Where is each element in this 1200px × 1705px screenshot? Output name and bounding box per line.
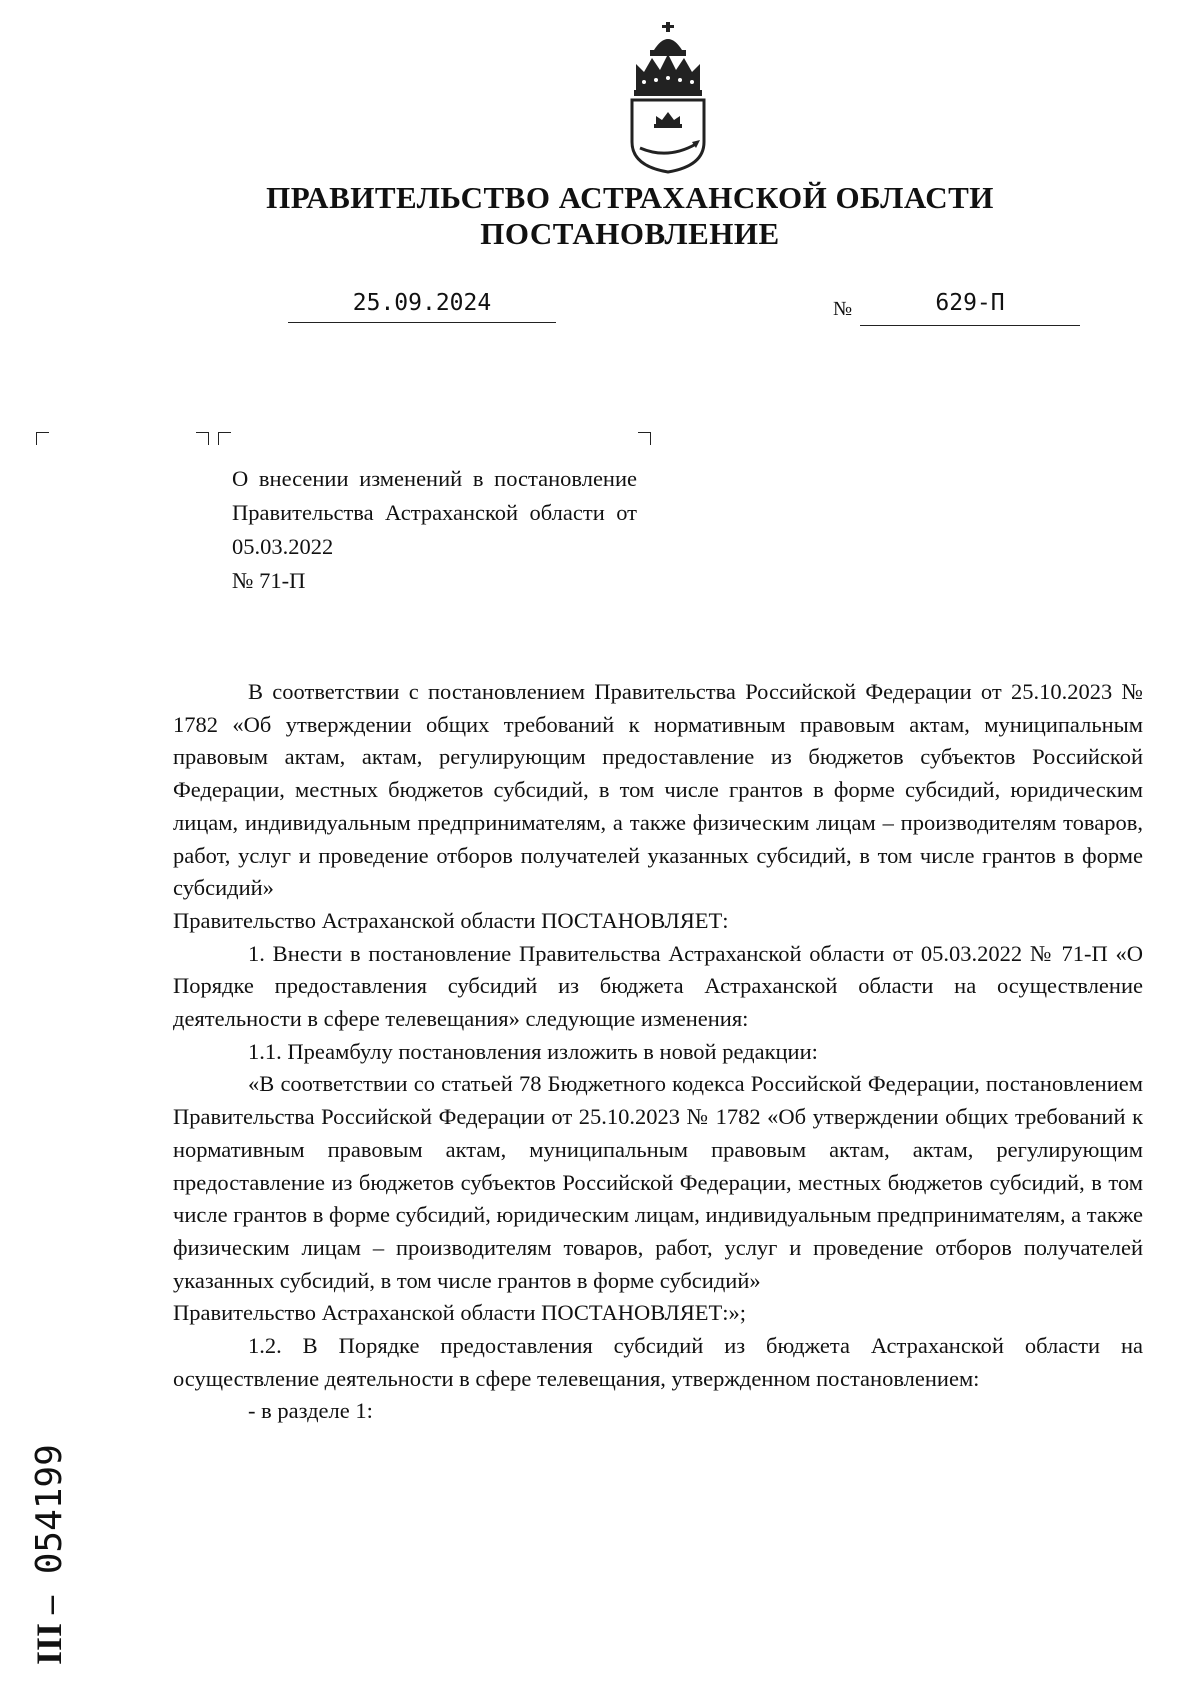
body-paragraph-item-1: 1. Внести в постановление Правительства Астраханской области от 05.03.2022 № 71-П «О Порядке предоставления субсидий из бюджета Астраханской области на осуществление деятельности в сфере телевещания» следующие изменения: <box>173 940 1143 1032</box>
document-number: 629-П <box>935 290 1005 316</box>
side-serial-number: 054199 <box>29 1444 70 1575</box>
document-type-heading: ПОСТАНОВЛЕНИЕ <box>480 216 780 251</box>
body-paragraph-resolves-quoted: Правительство Астраханской области ПОСТАНОВЛЯЕТ:»; <box>173 1300 746 1326</box>
body-paragraph-item-1-2: 1.2. В Порядке предоставления субсидий из бюджета Астраханской области на осуществление деятельности в сфере телевещания, утвержденном постановлением: <box>173 1333 1143 1391</box>
address-corner-mark <box>196 432 209 445</box>
body-paragraph-preamble: В соответствии с постановлением Правительства Российской Федерации от 25.10.2023 № 1782 «Об утверждении общих требований к нормативным правовым актам, муниципальным правовым актам, актам, регулирующим предоставление из бюджетов субъектов Российской Федерации, местных бюджетов субсидий, в том числе грантов в форме субсидий, юридическим лицам, индивидуальным предпринимателям, а также физическим лицам – производителям товаров, работ, услуг и проведение отборов получателей указанных субсидий, в том числе грантов в форме субсидий» <box>173 679 1143 901</box>
document-body <box>173 676 1143 1428</box>
side-serial-prefix: ІІІ – <box>29 1595 69 1665</box>
document-subject-number: № 71-П <box>232 568 306 593</box>
body-paragraph-resolves: Правительство Астраханской области ПОСТАНОВЛЯЕТ: <box>173 907 729 933</box>
address-corner-mark <box>36 432 49 445</box>
subject-corner-mark <box>638 432 651 445</box>
subject-corner-mark <box>218 432 231 445</box>
body-paragraph-section-1: - в разделе 1: <box>248 1398 373 1424</box>
organization-title: ПРАВИТЕЛЬСТВО АСТРАХАНСКОЙ ОБЛАСТИ <box>266 180 994 215</box>
document-date: 25.09.2024 <box>352 290 492 316</box>
document-subject: О внесении изменений в постановление Правительства Астраханской области от 05.03.2022 <box>232 466 637 559</box>
body-paragraph-new-preamble: «В соответствии со статьей 78 Бюджетного кодекса Российской Федерации, постановлением Правительства Российской Федерации от 25.10.2023 № 1782 «Об утверждении общих требований к нормативным правовым актам, муниципальным правовым актам, актам, регулирующим предоставление из бюджетов субъектов Российской Федерации, местных бюджетов субсидий, в том числе грантов в форме субсидий, юридическим лицам, индивидуальным предпринимателям, а также физическим лицам – производителям товаров, работ, услуг и проведение отборов получателей указанных субсидий, в том числе грантов в форме субсидий» <box>173 1071 1143 1293</box>
number-sign: № <box>833 298 853 320</box>
date-underline <box>288 322 556 323</box>
body-paragraph-item-1-1: 1.1. Преамбулу постановления изложить в новой редакции: <box>248 1038 818 1064</box>
side-serial-code <box>28 1444 70 1665</box>
number-underline <box>860 325 1080 326</box>
astrakhan-coat-of-arms-icon <box>628 20 708 175</box>
